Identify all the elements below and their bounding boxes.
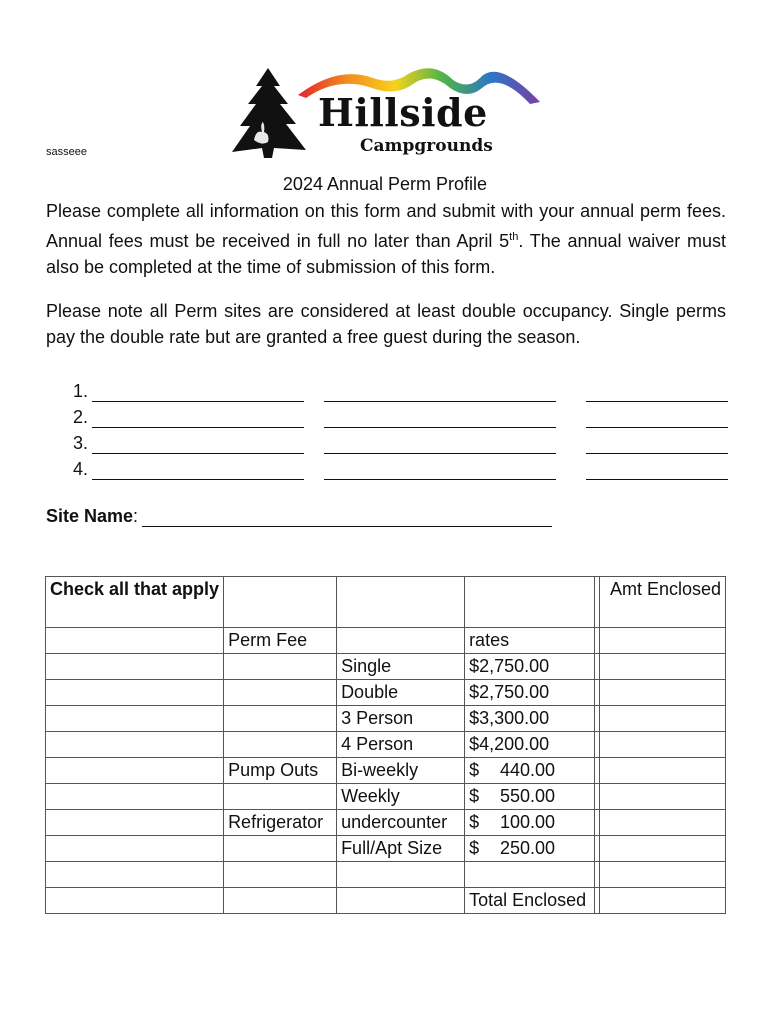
checkbox-cell[interactable] <box>46 628 224 654</box>
total-enclosed-cell[interactable] <box>600 888 726 914</box>
extra-blank[interactable] <box>586 461 728 480</box>
rate-cell: $4,200.00 <box>465 732 595 758</box>
item-cell: Full/Apt Size <box>337 836 465 862</box>
table-row <box>46 706 726 732</box>
table-cell <box>337 862 465 888</box>
category-cell <box>224 706 337 732</box>
rate-cell <box>465 810 595 836</box>
amount-cell[interactable] <box>600 680 726 706</box>
table-row <box>46 680 726 706</box>
checkbox-cell[interactable] <box>46 732 224 758</box>
rate-cell: $2,750.00 <box>465 680 595 706</box>
total-enclosed-label: Total Enclosed <box>465 888 595 914</box>
currency-symbol: $ <box>469 760 480 780</box>
occupant-line <box>46 376 736 402</box>
header-tag: sasseee <box>46 146 87 158</box>
category-cell: Pump Outs <box>224 758 337 784</box>
line-number: 3. <box>72 433 88 453</box>
category-cell <box>224 836 337 862</box>
extra-blank[interactable] <box>586 383 728 402</box>
item-cell: 3 Person <box>337 706 465 732</box>
instructions-text-b: . The annual waiver must also be completed at the time of submission of this form. <box>46 231 726 277</box>
checkbox-cell[interactable] <box>46 810 224 836</box>
category-cell <box>224 784 337 810</box>
amount-cell[interactable] <box>600 784 726 810</box>
detail-blank[interactable] <box>324 383 556 402</box>
category-cell: Refrigerator <box>224 810 337 836</box>
fees-table <box>45 576 726 914</box>
amount-cell[interactable] <box>600 810 726 836</box>
occupant-lines <box>46 376 736 480</box>
amount-cell[interactable] <box>600 706 726 732</box>
name-blank[interactable] <box>92 461 304 480</box>
rate-value: 440.00 <box>500 760 556 780</box>
site-name-row <box>46 506 552 527</box>
logo-subtitle: Campgrounds <box>360 136 493 156</box>
table-header-row <box>46 577 726 628</box>
table-row <box>46 784 726 810</box>
checkbox-cell[interactable] <box>46 680 224 706</box>
checkbox-cell[interactable] <box>46 784 224 810</box>
table-cell <box>224 888 337 914</box>
detail-blank[interactable] <box>324 461 556 480</box>
site-name-field[interactable] <box>142 508 552 527</box>
table-cell <box>465 577 595 628</box>
rates-label: rates <box>465 628 595 654</box>
extra-blank[interactable] <box>586 409 728 428</box>
table-row <box>46 836 726 862</box>
name-blank[interactable] <box>92 383 304 402</box>
occupant-line <box>46 402 736 428</box>
rate-cell <box>465 758 595 784</box>
site-name-label: Site Name <box>46 506 134 526</box>
currency-symbol: $ <box>469 812 480 832</box>
item-cell: Weekly <box>337 784 465 810</box>
instructions-superscript: th <box>509 231 519 243</box>
checkbox-cell[interactable] <box>46 836 224 862</box>
table-row <box>46 862 726 888</box>
line-number: 2. <box>72 407 88 427</box>
occupant-line <box>46 454 736 480</box>
table-row <box>46 758 726 784</box>
rate-value: 250.00 <box>500 838 556 858</box>
extra-blank[interactable] <box>586 435 728 454</box>
amount-cell[interactable] <box>600 836 726 862</box>
amount-cell[interactable] <box>600 862 726 888</box>
item-cell: 4 Person <box>337 732 465 758</box>
category-cell: Perm Fee <box>224 628 337 654</box>
detail-blank[interactable] <box>324 435 556 454</box>
table-cell <box>224 577 337 628</box>
table-row <box>46 654 726 680</box>
check-all-header: Check all that apply <box>46 577 224 628</box>
item-cell: Double <box>337 680 465 706</box>
item-cell: undercounter <box>337 810 465 836</box>
line-number: 4. <box>72 459 88 479</box>
form-title: 2024 Annual Perm Profile <box>282 174 488 194</box>
checkbox-cell[interactable] <box>46 654 224 680</box>
rate-cell <box>465 784 595 810</box>
name-blank[interactable] <box>92 435 304 454</box>
checkbox-cell[interactable] <box>46 758 224 784</box>
total-row <box>46 888 726 914</box>
item-cell <box>337 628 465 654</box>
logo-title: Hillside <box>318 90 488 135</box>
table-cell <box>465 862 595 888</box>
table-cell <box>337 577 465 628</box>
item-cell: Single <box>337 654 465 680</box>
line-number: 1. <box>72 381 88 401</box>
site-name-colon: : <box>133 506 139 526</box>
checkbox-cell[interactable] <box>46 862 224 888</box>
table-cell <box>337 888 465 914</box>
currency-symbol: $ <box>469 786 480 806</box>
hillside-logo <box>218 60 548 160</box>
table-cell <box>224 862 337 888</box>
rate-value: 550.00 <box>500 786 556 806</box>
amt-enclosed-header: Amt Enclosed <box>600 577 726 628</box>
category-cell <box>224 654 337 680</box>
rate-value: 100.00 <box>500 812 556 832</box>
amount-cell[interactable] <box>600 628 726 654</box>
amount-cell[interactable] <box>600 732 726 758</box>
occupancy-note: Please note all Perm sites are considered at least double occupancy. Single perms pay the double rate but are granted a free guest during the season. <box>46 301 726 347</box>
category-cell <box>224 680 337 706</box>
category-cell <box>224 732 337 758</box>
occupant-line <box>46 428 736 454</box>
checkbox-cell[interactable] <box>46 706 224 732</box>
table-cell <box>46 888 224 914</box>
table-row <box>46 810 726 836</box>
instructions-paragraph <box>46 198 726 280</box>
rate-cell: $2,750.00 <box>465 654 595 680</box>
name-blank[interactable] <box>92 409 304 428</box>
amount-cell[interactable] <box>600 758 726 784</box>
detail-blank[interactable] <box>324 409 556 428</box>
item-cell: Bi-weekly <box>337 758 465 784</box>
rate-cell <box>465 836 595 862</box>
table-row <box>46 628 726 654</box>
table-row <box>46 732 726 758</box>
amount-cell[interactable] <box>600 654 726 680</box>
currency-symbol: $ <box>469 838 480 858</box>
instructions-text-a: Please complete all information on this form and submit with your annual perm fees. Annual fees must be received in full no later than April 5 <box>46 201 726 251</box>
rate-cell: $3,300.00 <box>465 706 595 732</box>
